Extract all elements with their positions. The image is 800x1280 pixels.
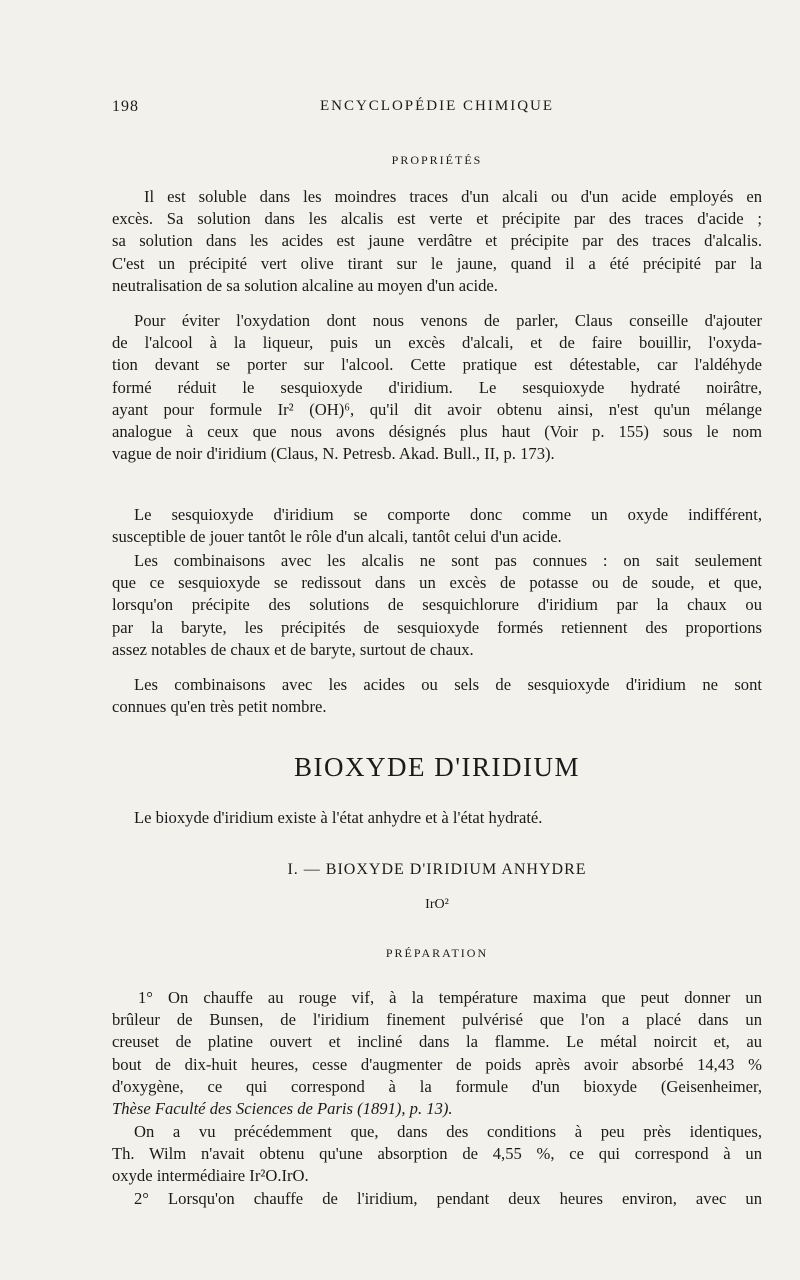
text-line: formé réduit le sesquioxyde d'iridium. Le sesquioxyde hydraté noirâtre, — [112, 377, 762, 397]
text-line: Le bioxyde d'iridium existe à l'état anhydre et à l'état hydraté. — [134, 808, 543, 827]
chemical-formula: IrO² — [425, 897, 449, 912]
paragraph-preparation-method-2 — [112, 1188, 762, 1210]
text-line: tion devant se porter sur l'alcool. Cette pratique est détestable, car l'aldéhyde — [112, 355, 762, 375]
text-line: creuset de platine ouvert et incliné dans la flamme. Le métal noircit et, au — [112, 1032, 762, 1052]
chapter-title: BIOXYDE D'IRIDIUM — [293, 752, 581, 782]
text-line: Il est soluble dans les moindres traces d'un alcali ou d'un acide employés en — [144, 187, 762, 206]
text-line: excès. Sa solution dans les alcalis est verte et précipite par des traces d'acide ; — [112, 209, 762, 229]
running-head: ENCYCLOPÉDIE CHIMIQUE — [319, 98, 555, 114]
text-line: oxyde intermédiaire Ir²O.IrO. — [112, 1166, 309, 1186]
text-line: Pour éviter l'oxydation dont nous venons de parler, Claus conseille d'ajouter — [134, 311, 762, 330]
text-line: d'oxygène, ce qui correspond à la formule d'un bioxyde (Geisenheimer, — [112, 1076, 762, 1096]
paragraph-claus — [112, 310, 762, 465]
text-line: ayant pour formule Ir² (OH)⁶, qu'il dit avoir obtenu ainsi, n'est qu'un mélange — [112, 399, 762, 419]
text-line: neutralisation de sa solution alcaline au moyen d'un acide. — [112, 275, 498, 295]
text-line: Les combinaisons avec les alcalis ne sont pas connues : on sait seulement — [134, 551, 762, 570]
text-line: analogue à ceux que nous avons désignés plus haut (Voir p. 155) sous le nom — [112, 421, 762, 441]
paragraph-solubility — [112, 186, 762, 297]
paragraph-bioxyde-intro — [112, 807, 762, 829]
text-line: 1° On chauffe au rouge vif, à la température maxima que peut donner un — [138, 988, 762, 1007]
text-line: 2° Lorsqu'on chauffe de l'iridium, pendant deux heures environ, avec un — [134, 1189, 762, 1208]
section-heading-proprietes: PROPRIÉTÉS — [391, 153, 483, 167]
text-line: On a vu précédemment que, dans des conditions à peu près identiques, — [134, 1122, 762, 1141]
paragraph-alkali-compounds — [112, 550, 762, 661]
paragraph-preparation-method-1 — [112, 987, 762, 1120]
text-line: brûleur de Bunsen, de l'iridium finement pulvérisé que l'on a placé dans un — [112, 1010, 762, 1030]
text-line: assez notables de chaux et de baryte, surtout de chaux. — [112, 639, 474, 659]
page-number: 198 — [112, 98, 139, 115]
text-line: Le sesquioxyde d'iridium se comporte donc comme un oxyde indifférent, — [134, 505, 762, 524]
text-line: susceptible de jouer tantôt le rôle d'un alcali, tantôt celui d'un acide. — [112, 527, 562, 547]
text-line: connues qu'en très petit nombre. — [112, 697, 327, 717]
paragraph-wilm — [112, 1121, 762, 1188]
text-line: bout de dix-huit heures, cesse d'augmenter de poids après avoir absorbé 14,43 % — [112, 1054, 762, 1074]
paragraph-acid-compounds — [112, 674, 762, 718]
text-line: sa solution dans les acides est jaune verdâtre et précipite par des traces d'alcalis. — [112, 231, 762, 251]
text-line: C'est un précipité vert olive tirant sur le jaune, quand il a été précipité par la — [112, 253, 762, 273]
text-line: par la baryte, les précipités de sesquioxyde formés retiennent des proportions — [112, 617, 762, 637]
text-line: de l'alcool à la liqueur, puis un excès d'alcali, et de faire bouillir, l'oxyda- — [112, 333, 762, 353]
text-line-citation: Thèse Faculté des Sciences de Paris (1891), p. 13). — [112, 1098, 453, 1118]
page-header — [112, 98, 762, 120]
text-line: Les combinaisons avec les acides ou sels de sesquioxyde d'iridium ne sont — [134, 675, 762, 694]
text-line: vague de noir d'iridium (Claus, N. Petresb. Akad. Bull., II, p. 173). — [112, 444, 555, 464]
text-line: Th. Wilm n'avait obtenu qu'une absorption de 4,55 %, ce qui correspond à un — [112, 1144, 762, 1164]
text-line: lorsqu'on précipite des solutions de sesquichlorure d'iridium par la chaux ou — [112, 595, 762, 615]
subsection-title: I. — BIOXYDE D'IRIDIUM ANHYDRE — [287, 861, 587, 878]
section-heading-preparation: PRÉPARATION — [385, 946, 489, 960]
paragraph-indifferent-oxide — [112, 504, 762, 548]
text-line: que ce sesquioxyde se redissout dans un excès de potasse ou de soude, et que, — [112, 573, 762, 593]
